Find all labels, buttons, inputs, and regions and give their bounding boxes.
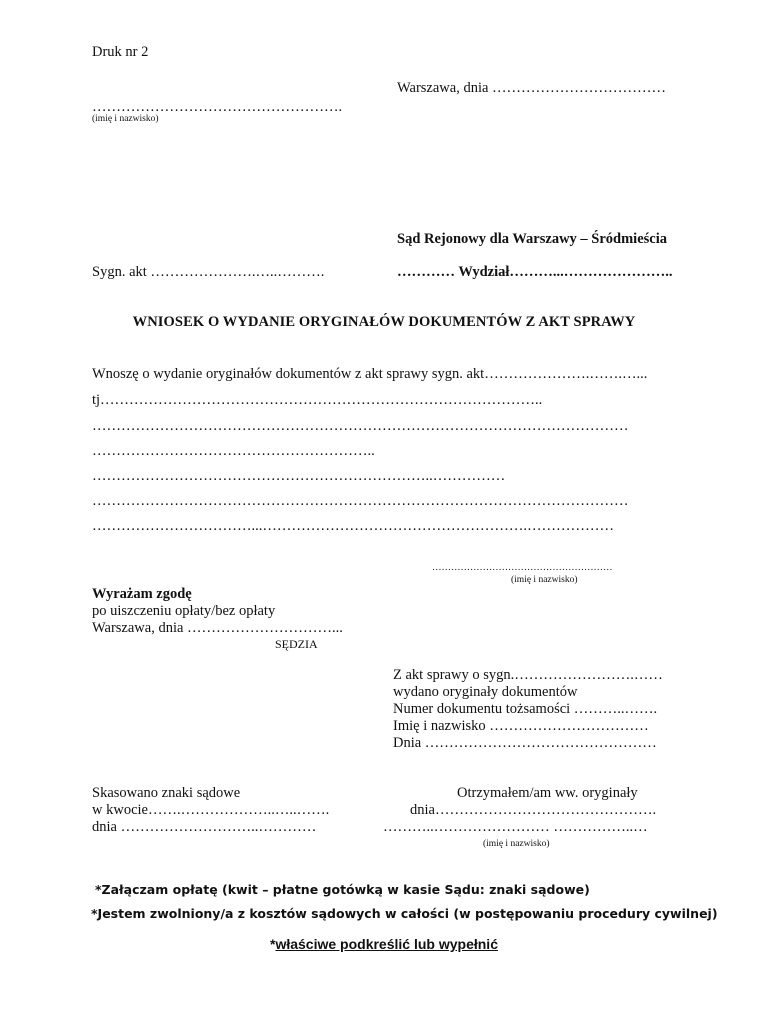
- instruction-note: [0, 936, 768, 952]
- request-line-6[interactable]: …………………………………………………………………………………………………: [92, 493, 629, 509]
- applicant-signature-field[interactable]: …………………………………………………: [432, 563, 613, 573]
- note-fee-exempt: *Jestem zwolniony/a z kosztów sądowych w całości (w postępowaniu procedury cywilnej): [91, 906, 718, 921]
- case-reference-field[interactable]: Sygn. akt ………………….…..……….: [92, 264, 325, 280]
- consent-date-field[interactable]: Warszawa, dnia …………………………...: [92, 620, 343, 636]
- request-line-7[interactable]: ……………………………...……………………………………………….………………: [92, 518, 614, 534]
- issued-name-field[interactable]: Imię i nazwisko ……………………………: [393, 718, 649, 734]
- document-title: WNIOSEK O WYDANIE ORYGINAŁÓW DOKUMENTÓW Z AKT SPRAWY: [132, 314, 636, 330]
- id-number-field[interactable]: Numer dokumentu tożsamości ………..…….: [393, 701, 658, 717]
- issued-date-field[interactable]: Dnia …………………………………………: [393, 735, 657, 751]
- receipt-signature-caption: (imię i nazwisko): [483, 839, 550, 849]
- applicant-name-caption: (imię i nazwisko): [92, 114, 159, 124]
- issued-case-field[interactable]: Z akt sprawy o sygn.…………………….……: [393, 667, 663, 683]
- receipt-signature-field[interactable]: ………..…………………… ……………..…: [383, 819, 648, 835]
- request-line-3[interactable]: …………………………………………………………………………………………………: [92, 418, 629, 434]
- applicant-name-field[interactable]: …………………………………………….: [92, 99, 343, 115]
- request-line-1[interactable]: Wnoszę o wydanie oryginałów dokumentów z akt sprawy sygn. akt………………….…….…...: [92, 366, 648, 382]
- receipt-date-field[interactable]: dnia……………………………………….: [410, 802, 657, 818]
- note-fee-attached: *Załączam opłatę (kwit – płatne gotówką w kasie Sądu: znaki sądowe): [95, 882, 590, 897]
- judge-label: SĘDZIA: [275, 637, 318, 651]
- request-line-5[interactable]: ……………………………………………………………..……………: [92, 468, 506, 484]
- instruction-asterisk: *: [270, 936, 276, 952]
- applicant-signature-caption: (imię i nazwisko): [511, 575, 578, 585]
- issued-documents-label: wydano oryginały dokumentów: [393, 684, 578, 700]
- department-field[interactable]: ………… Wydział………...…………………..: [397, 264, 673, 280]
- receipt-label: Otrzymałem/am ww. oryginały: [457, 785, 638, 801]
- stamps-amount-field[interactable]: w kwocie…….………………..…..…….: [92, 802, 330, 818]
- consent-heading: Wyrażam zgodę: [92, 586, 192, 602]
- request-line-4[interactable]: …………………………………………………..: [92, 443, 375, 459]
- request-line-2[interactable]: tj………………………………………………………………………………..: [92, 392, 543, 408]
- court-name: Sąd Rejonowy dla Warszawy – Śródmieścia: [397, 231, 668, 247]
- place-date-field[interactable]: Warszawa, dnia ………………………………: [397, 80, 667, 96]
- instruction-text: właściwe podkreślić lub wypełnić: [275, 936, 498, 952]
- form-number: Druk nr 2: [92, 44, 149, 60]
- stamps-cancelled-label: Skasowano znaki sądowe: [92, 785, 241, 801]
- stamps-date-field[interactable]: dnia ………………………..…………: [92, 819, 317, 835]
- consent-fee-line: po uiszczeniu opłaty/bez opłaty: [92, 603, 276, 619]
